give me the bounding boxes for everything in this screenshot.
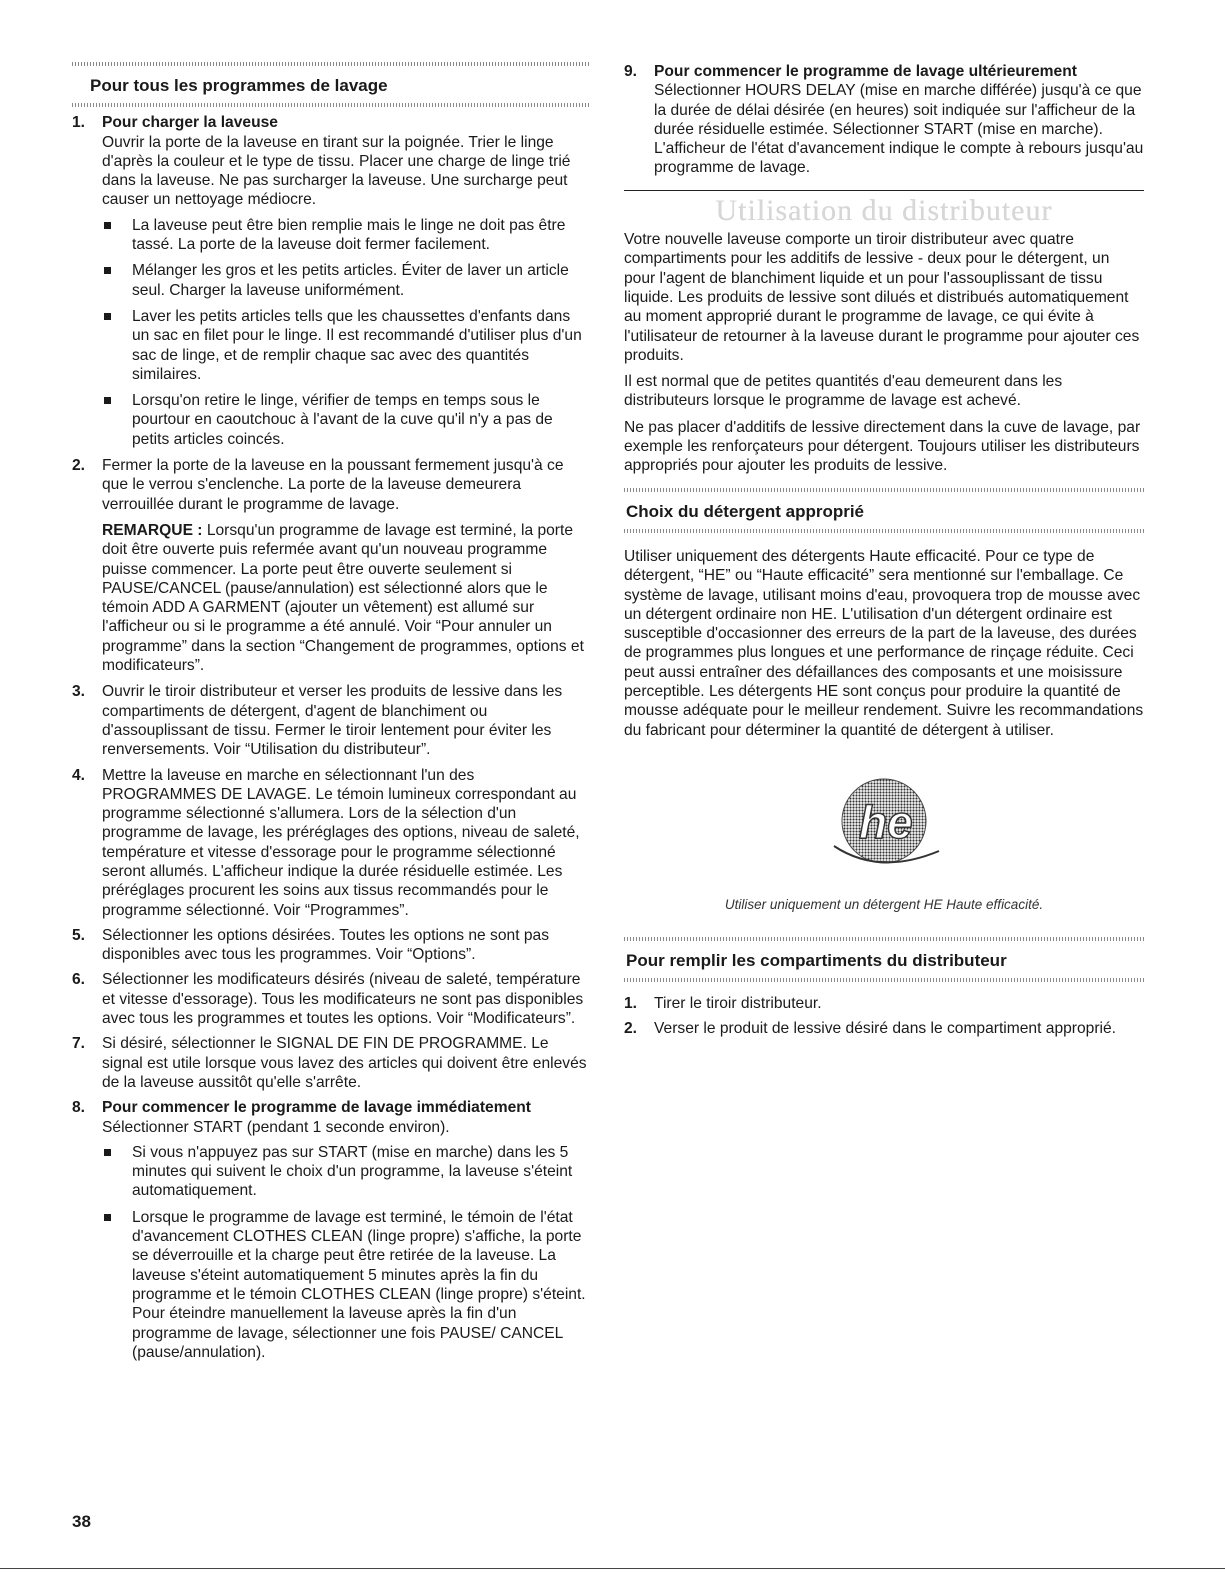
section-heading: Pour tous les programmes de lavage [90, 76, 388, 95]
square-bullet-icon [104, 397, 111, 404]
section-bottom-rule [624, 978, 1144, 982]
bullet-item: Mélanger les gros et les petits articles. Éviter de laver un article seul. Charger la laveuse uniformément. [102, 261, 590, 300]
page-number: 38 [72, 1512, 91, 1531]
item-body: Sélectionner HOURS DELAY (mise en marche différée) jusqu'à ce que la durée de délai désirée (en heures) soit indiquée sur l'afficheur de la durée résiduelle estimée. Sélectionner START (mise en marche). L'afficheur de l'état d'avancement indique le compte à rebours jusqu'au programme de lavage. [654, 82, 1144, 177]
square-bullet-icon [104, 313, 111, 320]
item-body: Tirer le tiroir distributeur. [654, 994, 822, 1012]
list-item-3 [72, 682, 590, 759]
bullet-item: Laver les petits articles tells que les chaussettes d'enfants dans un sac en filet pour le linge. Il est recommandé d'utiliser plus d'un sac de linge, et de remplir chaque sac avec des quantités similaires. [102, 307, 590, 384]
list-item-9 [624, 62, 1144, 178]
item-number: 8. [72, 1099, 86, 1117]
list-item-4 [72, 766, 590, 920]
page-title: Utilisation du distributeur [715, 193, 1053, 227]
square-bullet-icon [104, 1214, 111, 1221]
left-column [72, 62, 590, 1369]
item-title: Pour commencer le programme de lavage ultérieurement [654, 63, 1077, 80]
item-body: Sélectionner START (pendant 1 seconde environ). [102, 1118, 450, 1136]
item-body: Si désiré, sélectionner le SIGNAL DE FIN DE PROGRAMME. Le signal est utile lorsque vous lavez des articles qui doivent être enlevés de la laveuse aussitôt qu'elle s'arrête. [102, 1035, 587, 1091]
item-number: 2. [72, 457, 86, 475]
item-body: Ouvrir la porte de la laveuse en tirant sur la poignée. Trier le linge d'après la couleur et le type de tissu. Placer une charge de linge trié dans la laveuse. Ne pas surcharger la laveuse. Une surcharge peut causer un nettoyage médiocre. [102, 133, 571, 209]
item-body: Mettre la laveuse en marche en sélectionnant l'un des PROGRAMMES DE LAVAGE. Le témoin lumineux correspondant au programme sélectionné s'allumera. Lors de la sélection d'un programme de lavage, les préréglages des options, niveau de saleté, température et vitesse d'essorage pour le programme sélectionné seront allumés. L'afficheur indique la durée résiduelle estimée. Les préréglages procurent les soins aux tissus recommandés pour le programme sélectionné. Voir “Programmes”. [102, 766, 580, 919]
item-number: 1. [624, 994, 638, 1012]
he-logo [624, 776, 1144, 881]
bullet-item: Si vous n'appuyez pas sur START (mise en marche) dans les 5 minutes qui suivent le choix d'un programme, la laveuse s'éteint automatiquement. [102, 1143, 590, 1201]
item-title: Pour commencer le programme de lavage immédiatement [102, 1099, 531, 1117]
item-number: 3. [72, 683, 86, 701]
bullet-list [102, 1143, 590, 1362]
paragraph: Ne pas placer d'additifs de lessive directement dans la cuve de lavage, par exemple les renforçateurs pour détergent. Toujours utiliser les distributeurs appropriés pour ajouter les produits de lessive. [624, 418, 1141, 475]
item-body: Sélectionner les options désirées. Toutes les options ne sont pas disponibles avec tous les programmes. Voir “Options”. [102, 926, 550, 964]
section-bottom-rule [72, 103, 590, 107]
paragraph: Il est normal que de petites quantités d'eau demeurent dans les distributeurs lorsque le programme de lavage est achevé. [624, 373, 1063, 410]
item-number: 9. [624, 63, 638, 80]
item-number: 6. [72, 971, 86, 989]
list-item [624, 994, 1144, 1013]
right-column [624, 62, 1144, 1044]
bottom-rule [0, 1568, 1225, 1569]
paragraph: Utiliser uniquement des détergents Haute efficacité. Pour ce type de détergent, “HE” ou “Haute efficacité” sera mentionné sur l'emballage. Ce système de lavage, utilisant moins d'eau, provoquera trop de mousse avec un détergent ordinaire non HE. L'utilisation d'un détergent ordinaire est susceptible d'occasionner des erreurs de la part de la laveuse, des durées de programmes plus longues et une performance de rinçage réduite. Ceci peut aussi entraîner des défaillances des composants et une moisissure perceptible. Les détergents HE sont conçus pour produire la quantité de mousse adéquate pour le meilleur rendement. Suivre les recommandations du fabricant pour déterminer la quantité de détergent à utiliser. [624, 547, 1144, 739]
logo-caption: Utiliser uniquement un détergent HE Haute efficacité. [724, 897, 1044, 913]
svg-text:he: he [859, 795, 913, 848]
item-number: 7. [72, 1035, 86, 1053]
fill-steps-list [624, 994, 1144, 1039]
item-title: Pour charger la laveuse [102, 114, 278, 132]
square-bullet-icon [104, 1149, 111, 1156]
item-number: 1. [72, 114, 86, 132]
list-item-8 [72, 1098, 590, 1362]
bullet-item: Lorsqu'on retire le linge, vérifier de temps en temps sous le pourtour en caoutchouc à l'avant de la cuve qu'il n'y a pas de petits articles coincés. [102, 391, 590, 449]
item-body: Fermer la porte de la laveuse en la poussant fermement jusqu'à ce que le verrou s'enclenche. La porte de la laveuse demeurera verrouillée durant le programme de lavage. [102, 457, 564, 513]
item-body: Ouvrir le tiroir distributeur et verser les produits de lessive dans les compartiments de détergent, d'agent de blanchiment ou d'assouplissant de tissu. Fermer le tiroir lentement pour éviter les renversements. Voir “Utilisation du distributeur”. [102, 683, 563, 759]
paragraph: Votre nouvelle laveuse comporte un tiroir distributeur avec quatre compartiments pour les additifs de lessive - deux pour le détergent, un pour l'agent de blanchiment liquide et un pour l'assouplissant de tissu liquide. Les produits de lessive sont dilués et distribués automatiquement au moment approprié durant le programme de lavage, ce qui évite à l'utilisateur de retourner à la laveuse durant le programme pour ajouter ces produits. [624, 231, 1140, 364]
bullet-list [102, 216, 590, 449]
square-bullet-icon [104, 267, 111, 274]
remarque-note: REMARQUE : Lorsqu'un programme de lavage est terminé, la porte doit être ouverte puis refermée avant qu'un nouveau programme puisse commencer. La porte peut être ouverte seulement si PAUSE/CANCEL (pause/annulation) est sélectionné alors que le témoin ADD A GARMENT (ajouter un vêtement) est allumé sur l'afficheur ou si le programme a été annulé. Voir “Pour annuler un programme” dans la section “Changement de programmes, options et modificateurs”. [102, 521, 584, 675]
section-divider [624, 190, 1144, 191]
instructions-list [72, 113, 590, 1362]
bullet-item: Lorsque le programme de lavage est terminé, le témoin de l'état d'avancement CLOTHES CLEAN (linge propre) s'affiche, la porte se déverrouille et la charge peut être retirée de la laveuse. La laveuse s'éteint automatiquement 5 minutes après la fin du programme et le témoin CLOTHES CLEAN (linge propre) s'éteint. Pour éteindre manuellement la laveuse après la fin d'un programme de lavage, sélectionner une fois PAUSE/ CANCEL (pause/annulation). [102, 1208, 590, 1362]
item-number: 5. [72, 926, 86, 944]
list-item-7 [72, 1034, 590, 1092]
he-logo-icon [819, 776, 949, 876]
item-number: 4. [72, 766, 86, 784]
list-item-1 [72, 113, 590, 449]
list-item-6 [72, 970, 590, 1028]
list-item [624, 1019, 1144, 1038]
section-heading: Choix du détergent approprié [626, 501, 865, 521]
item-number: 2. [624, 1020, 638, 1038]
square-bullet-icon [104, 222, 111, 229]
bullet-item: La laveuse peut être bien remplie mais le linge ne doit pas être tassé. La porte de la laveuse doit fermer facilement. [102, 216, 590, 255]
list-item-2 [72, 456, 590, 675]
item-body: Sélectionner les modificateurs désirés (niveau de saleté, température et vitesse d'essorage). Tous les modificateurs ne sont pas disponibles avec tous les programmes et toutes les options. Voir “Modificateurs”. [102, 971, 584, 1028]
list-item-5 [72, 926, 590, 965]
section-bottom-rule [624, 529, 1144, 533]
section-heading: Pour remplir les compartiments du distributeur [626, 950, 1007, 970]
item-body: Verser le produit de lessive désiré dans le compartiment approprié. [654, 1020, 1116, 1038]
